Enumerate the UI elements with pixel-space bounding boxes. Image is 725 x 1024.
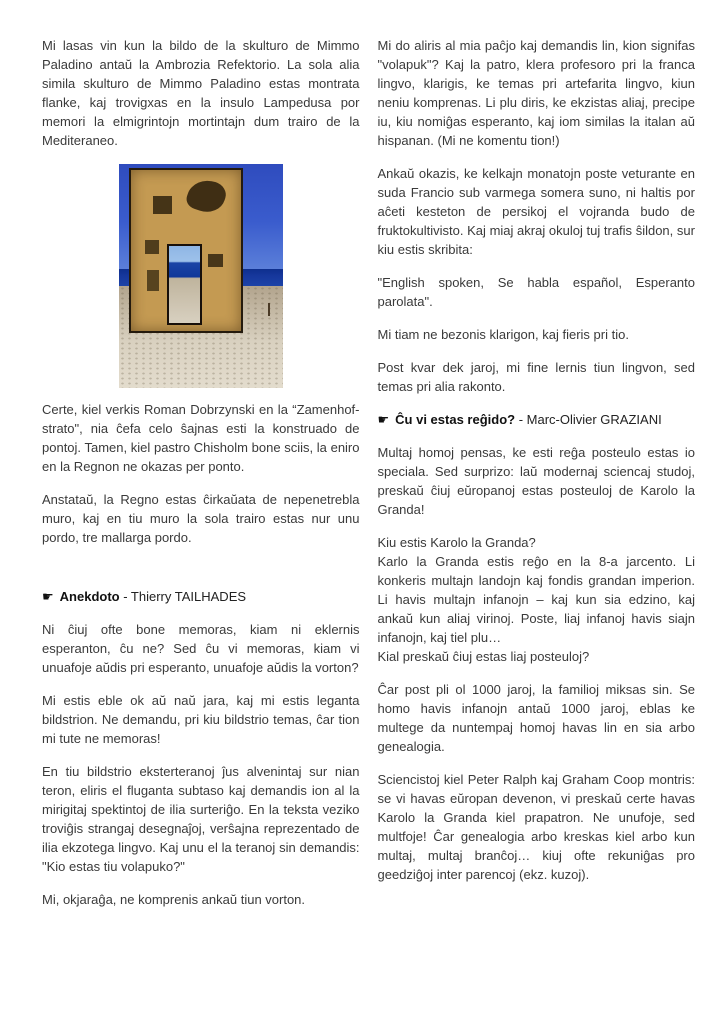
- door-opening: [167, 244, 202, 324]
- paragraph: Mi lasas vin kun la bildo de la skulturo de Mimmo Paladino antaŭ la Ambrozia Refektorio. La sola alia simila skulturo de Mimmo Paladino estas montrata flanke, kaj trovigxas en la insulo Lampedusa por memori la elmigrintojn mortintajn dum trairo de la Mediteraneo.: [42, 38, 360, 148]
- section-heading-anekdoto: [42, 587, 360, 606]
- section-title: Ĉu vi estas reĝido?: [395, 412, 516, 427]
- door-relief-patch: [153, 196, 172, 214]
- figure-beach-post: [268, 303, 270, 316]
- paragraph: Certe, kiel verkis Roman Dobrzynski en la “Zamenhof-strato", nia ĉefa celo ŝajnas esti la konstruado de pontoj. Tamen, kiel pastro Chisholm bone sciis, la eniro en la Regnon ne okazas per ponto.: [42, 402, 360, 474]
- paragraph: Post kvar dek jaroj, mi fine lernis tiun lingvon, sed temas pri alia rakonto.: [377, 360, 695, 394]
- pointing-hand-icon: ☛: [42, 589, 54, 604]
- right-column: [378, 36, 696, 923]
- paragraph: Kial preskaŭ ĉiuj estas liaj posteuloj?: [377, 649, 590, 664]
- paragraph: En tiu bildstrio eksterteranoj ĵus alvenintaj sur nian teron, eliris el fluganta subtaso kaj demandis ion al la mirigitaj spektintoj de ilia surteriĝo. En la teksta veziko troviĝis strangaj desegnaĵoj, verŝajna reprezentado de ilia ekzotega lingvo. Kaj unu el la teranoj sin demandis: "Kio estas tiu volapuko?": [42, 764, 360, 874]
- section-heading-regido: [378, 410, 696, 429]
- section-title: Anekdoto: [59, 589, 120, 604]
- paragraph: Ni ĉiuj ofte bone memoras, kiam ni eklernis esperanton, ĉu ne? Sed ĉu vi memoras, kiam vi unuafoje aŭdis pri esperanto, unuafoje aŭdis la vorton?: [42, 622, 360, 675]
- paragraph: Kiu estis Karolo la Granda?: [377, 535, 536, 550]
- paragraph: Anstataŭ, la Regno estas ĉirkaŭata de nepenetrebla muro, kaj en tiu muro la sola trairo estas nur unu pordo, tre mallarga pordo.: [42, 492, 360, 545]
- door-relief-patch: [145, 240, 159, 254]
- lampedusa-door-figure: [119, 164, 283, 388]
- door-relief-patch: [208, 254, 223, 267]
- paragraph: Mi tiam ne bezonis klarigon, kaj fieris pri tio.: [377, 327, 629, 342]
- paragraph: "English spoken, Se habla español, Esperanto parolata".: [377, 275, 695, 309]
- pointing-hand-icon: ☛: [377, 412, 390, 427]
- paragraph: Karlo la Granda estis reĝo en la 8-a jarcento. Li konkeris multajn landojn kaj fondis grandan imperion. Li havis multajn infanojn – kaj kun sia edzino, kaj ankaŭ kun aliaj virinoj. Poste, liaj infanoj havis siajn infanojn, kaj tiel plu…: [377, 554, 695, 645]
- left-column: [42, 36, 360, 923]
- section-byline: - Thierry TAILHADES: [119, 589, 247, 604]
- paragraph: Sciencistoj kiel Peter Ralph kaj Graham Coop montris: se vi havas eŭropan devenon, vi preskaŭ certe havas Karolo la Granda kiel prapatron. Ne unufoje, sed multfoje! Ĉar genealogia arbo kreskas kiel arbo kun multaj, multaj branĉoj… kiuj ofte rekuniĝas pro geedziĝoj inter parencoj (ekz. kuzoj).: [377, 772, 695, 882]
- section-byline: - Marc-Olivier GRAZIANI: [515, 412, 662, 427]
- door-relief-patch: [184, 175, 229, 217]
- paragraph: Mi do aliris al mia paĉjo kaj demandis lin, kion signifas "volapuk"? Kaj la patro, klera profesoro pri la franca lingvo, klarigis, ke temas pri artefarita lingvo, kiun neniu komprenas. Li plu diris, ke ekzistas aliaj, precipe iu, kiu nomiĝas esperanto, kaj iom similas la italan aŭ hispanan. (Mi ne komentu tion!): [377, 38, 695, 148]
- paragraph: Ĉar post pli ol 1000 jaroj, la familioj miksas sin. Se homo havis infanojn antaŭ 1000 jaroj, eblas ke multege da nuntempaj homoj havas lin en sia arbo genealogia.: [377, 682, 695, 754]
- paragraph: Mi, okjaraĝa, ne komprenis ankaŭ tiun vorton.: [42, 892, 306, 907]
- paragraph: Multaj homoj pensas, ke esti reĝa posteulo estas io speciala. Sed surprizo: laŭ modernaj sciencaj studoj, preskaŭ ĉiuj eŭropanoj estas posteuloj de Karolo la Granda!: [377, 445, 695, 517]
- paragraph-group: [378, 533, 696, 666]
- paragraph: Mi estis eble ok aŭ naŭ jara, kaj mi estis leganta bildstrion. Ne demandu, pri kiu bildstrio temas, ĉar tion mi tute ne memoras!: [42, 693, 360, 746]
- door-relief-patch: [147, 270, 159, 291]
- figure-golden-door: [129, 168, 242, 333]
- paragraph: Ankaŭ okazis, ke kelkajn monatojn poste veturante en suda Francio sub varmega somera suno, ni haltis por aĉeti kesteton de persikoj el vojranda budo de fruktokultivisto. Kaj miaj akraj okuloj tuj trafis ŝildon, sur kiu estis skribita:: [377, 166, 695, 257]
